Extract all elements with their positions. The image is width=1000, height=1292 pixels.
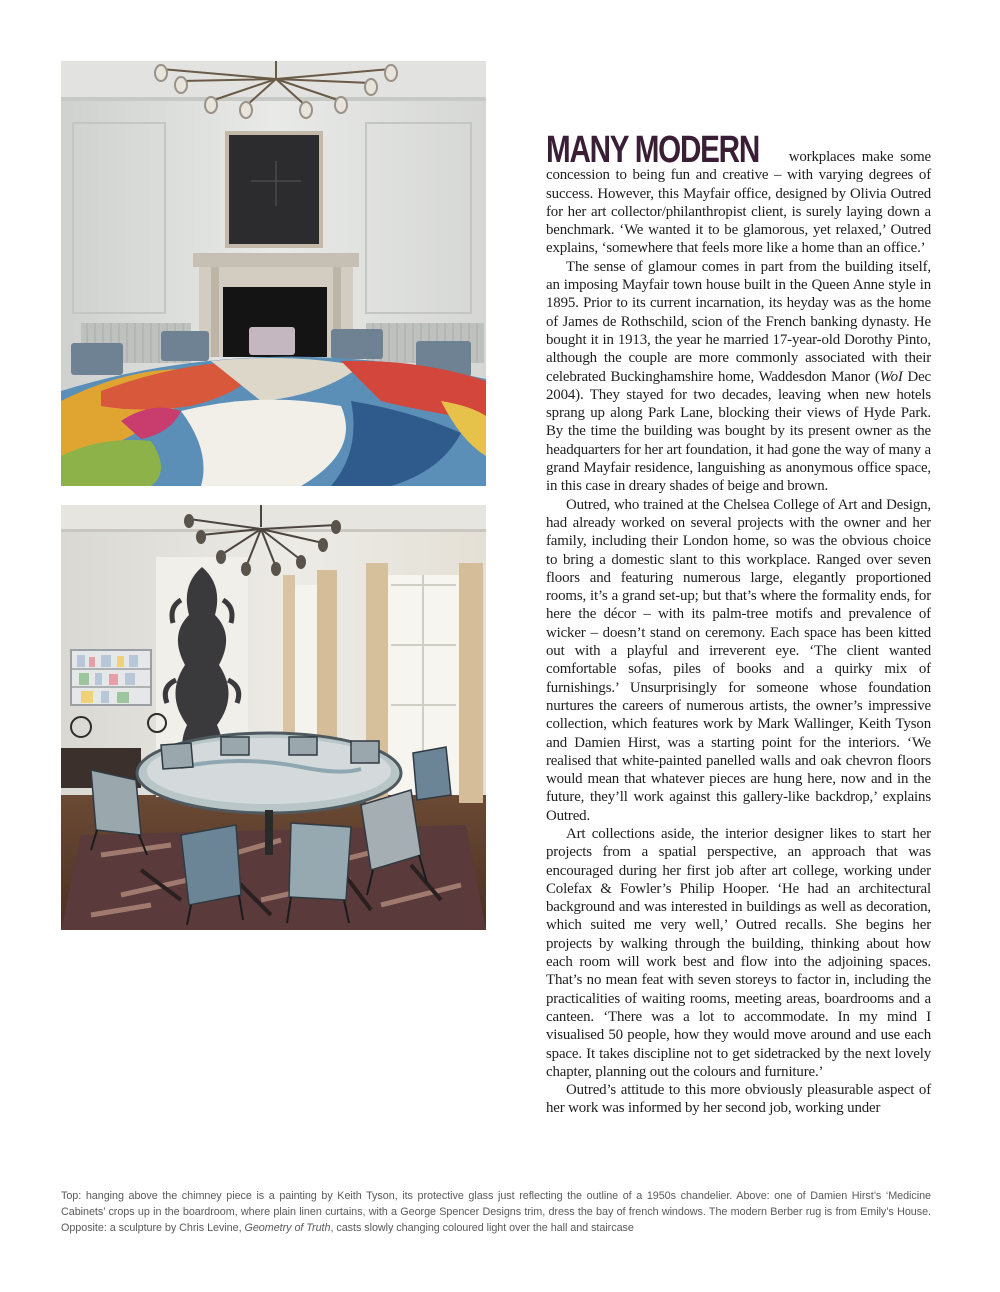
caption-text: , casts slowly changing coloured light over the hall and staircase (330, 1222, 634, 1234)
article-body (546, 129, 931, 1118)
photo-boardroom (61, 505, 486, 930)
medicine-cabinet (71, 650, 151, 705)
magazine-reference: WoI (879, 368, 903, 385)
berber-rug (61, 825, 486, 930)
lead-caps: MANY MODERN (546, 129, 759, 171)
article-paragraph (546, 129, 931, 258)
painted-table (61, 357, 486, 486)
caption-artwork-title: Geometry of Truth (244, 1222, 331, 1234)
photo-fireplace-room (61, 61, 486, 486)
article-paragraph: Outred’s attitude to this more obviously pleasurable aspect of her work was informed by her second job, working under (546, 1082, 931, 1117)
photo-caption (61, 1188, 931, 1236)
painting (225, 131, 323, 248)
article-paragraph: Outred, who trained at the Chelsea College of Art and Design, had already worked on several projects with the owner and her family, including their London home, so was the obvious choice to bring a domestic slant to this workplace. Ranged over seven floors and featuring numerous large, elegantly proportioned rooms, it’s a grand set-up; but that’s where the formality ends, for here the décor – with its palm-tree motifs and prevalence of wicker – doesn’t stand on ceremony. Each space has been kitted out with a playful and irreverent eye. ‘The client wanted comfortable sofas, piles of books and a quirky mix of furnishings.’ Unsurprisingly for someone whose foundation nurtures the careers of numerous artists, the owner’s impressive collection, which features work by Mark Wallinger, Keith Tyson and Damien Hirst, was a starting point for the interiors. ‘We realised that white-painted panelled walls and oak chevron floors would mean that whatever pieces are hung here, now and in the future, they’ll work against this gallery-like backdrop,’ explains Outred. (546, 496, 931, 824)
lead-text: workplaces make some concession to being fun and creative – with varying degrees of success. However, this Mayfair office, designed by Olivia Outred for her art collector/philanthropist client, is surely laying down a benchmark. ‘We wanted it to be glamorous, yet relaxed,’ Outred explains, ‘somewhere that feels more like a home than an office.’ (546, 149, 931, 257)
article-paragraph: Art collections aside, the interior designer likes to start her projects from a spatial perspective, an approach that was encouraged during her first job after art college, working under Colefax & Fowler’s Philip Hooper. ‘He had an architectural background and was interested in buildings as well as decoration, which suited me very well,’ Outred recalls. She begins her projects by walking through the building, thinking about how each room will work best and flow into the adjoining spaces. That’s no mean feat with seven storeys to factor in, including the practicalities of waiting rooms, meeting areas, boardrooms and a canteen. ‘There was a lot to accommodate. In my mind I visualised 50 people, how they would move around and use each space. It takes discipline not to get sidetracked by the next lovely chapter, planning out the colours and furniture.’ (546, 825, 931, 1080)
caption-text: Top: hanging above the chimney piece is a painting by Keith Tyson, its protective glass just reflecting the outline of a 1950s chandelier. Above: one of Damien Hirst’s ‘Medicine Cabinets’ crops up in the boardroom, where plain linen curtains, with a George Spencer Designs trim, dress the bay of french windows. The modern Berber rug is from Emily’s House. Opposite: a sculpture by Chris Levine, (61, 1190, 931, 1234)
article-paragraph (546, 258, 931, 496)
paragraph-text: Dec 2004). They stayed for two decades, leaving when new hotels sprang up along Park Lane, blocking their views of Hyde Park. By the time the building was bought by its present owner as the headquarters for her art foundation, it had gone the way of many a grand Mayfair residence, languishing as anonymous office space, in this case in dreary shades of beige and brown. (546, 368, 931, 495)
paragraph-text: The sense of glamour comes in part from the building itself, an imposing Mayfair town house built in the Queen Anne style in 1895. Prior to its current incarnation, its heyday was as the home of James de Rothschild, scion of the French banking dynasty. He bought it in 1913, the year he married 17-year-old Dorothy Pinto, although the couple are more commonly associated with their celebrated Buckinghamshire home, Waddesdon Manor ( (546, 258, 931, 385)
